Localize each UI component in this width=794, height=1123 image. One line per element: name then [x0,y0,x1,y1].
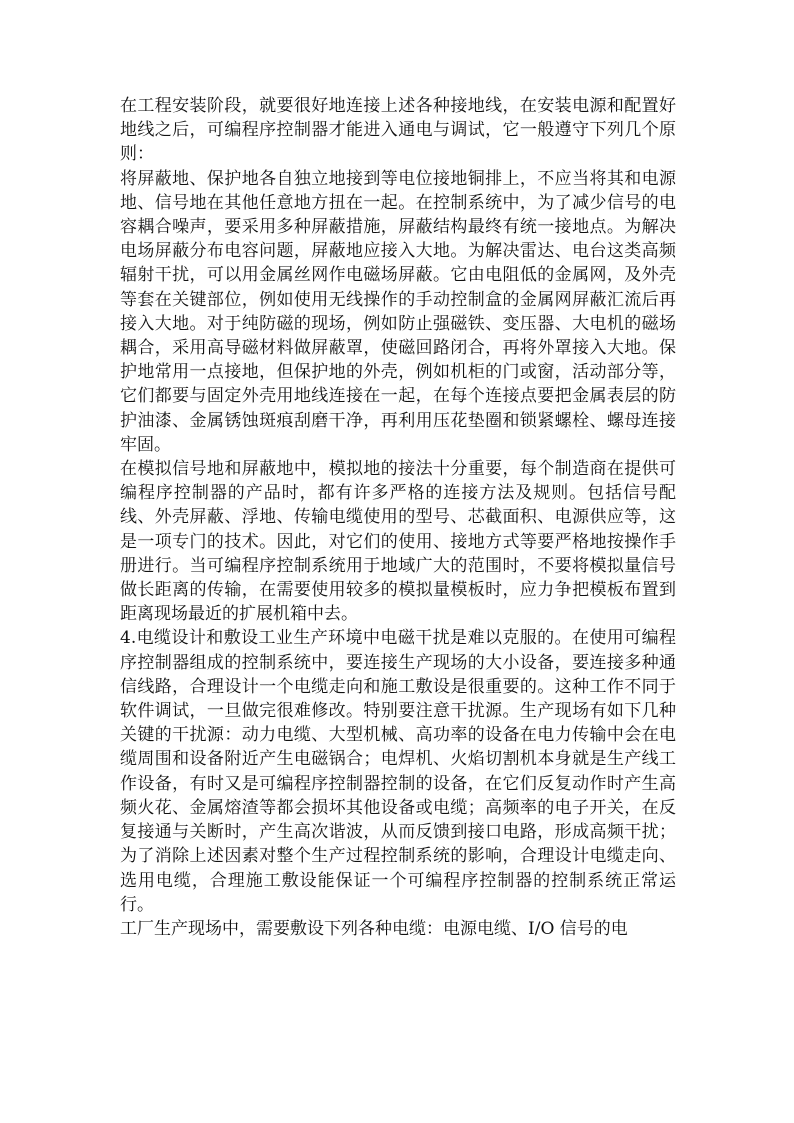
paragraph-shielding-ground: 将屏蔽地、保护地各自独立地接到等电位接地铜排上，不应当将其和电源地、信号地在其他任意地方扭在一起。在控制系统中，为了减少信号的电容耦合噪声，要采用多种屏蔽措施，屏蔽结构最终有统一接地点。为解决电场屏蔽分布电容问题，屏蔽地应接入大地。为解决雷达、电台这类高频辐射干扰，可以用金属丝网作电磁场屏蔽。它由电阻低的金属网，及外壳等套在关键部位，例如使用无线操作的手动控制盒的金属网屏蔽汇流后再接入大地。对于纯防磁的现场，例如防止强磁铁、变压器、大电机的磁场耦合，采用高导磁材料做屏蔽罩，使磁回路闭合，再将外罩接入大地。保护地常用一点接地，但保护地的外壳，例如机柜的门或窗，活动部分等，它们都要与固定外壳用地线连接在一起，在每个连接点要把金属表层的防护油漆、金属锈蚀斑痕刮磨干净，再利用压花垫圈和锁紧螺栓、螺母连接牢固。 [120,168,676,455]
paragraph-analog-ground: 在模拟信号地和屏蔽地中，模拟地的接法十分重要，每个制造商在提供可编程序控制器的产品时，都有许多严格的连接方法及规则。包括信号配线、外壳屏蔽、浮地、传输电缆使用的型号、芯截面积、电源供应等，这是一项专门的技术。因此，对它们的使用、接地方式等要严格地按操作手册进行。当可编程序控制系统用于地域广大的范围时，不要将模拟量信号做长距离的传输，在需要使用较多的模拟量模板时，应力争把模板布置到距离现场最近的扩展机箱中去。 [120,459,676,625]
document-body [120,94,676,941]
paragraph-cable-design: 4.电缆设计和敷设工业生产环境中电磁干扰是难以克服的。在使用可编程序控制器组成的控制系统中，要连接生产现场的大小设备，要连接多种通信线路，合理设计一个电缆走向和施工敷设是很重要的。这种工作不同于软件调试，一旦做完很难修改。特别要注意干扰源。生产现场有如下几种关键的干扰源：动力电缆、大型机械、高功率的设备在电力传输中会在电缆周围和设备附近产生电磁锅合；电焊机、火焰切割机本身就是生产线工作设备，有时又是可编程序控制器控制的设备，在它们反复动作时产生高频火花、金属熔渣等都会损坏其他设备或电缆；高频率的电子开关，在反复接通与关断时，产生高次谐波，从而反馈到接口电路，形成高频干扰；为了消除上述因素对整个生产过程控制系统的影响，合理设计电缆走向、选用电缆，合理施工敷设能保证一个可编程序控制器的控制系统正常运行。 [120,628,676,915]
paragraph-cable-types: 工厂生产现场中，需要敷设下列各种电缆：电源电缆、I/O 信号的电 [120,918,628,939]
paragraph-intro: 在工程安装阶段，就要很好地连接上述各种接地线，在安装电源和配置好地线之后，可编程序控制器才能进入通电与调试，它一般遵守下列几个原则： [120,96,676,165]
